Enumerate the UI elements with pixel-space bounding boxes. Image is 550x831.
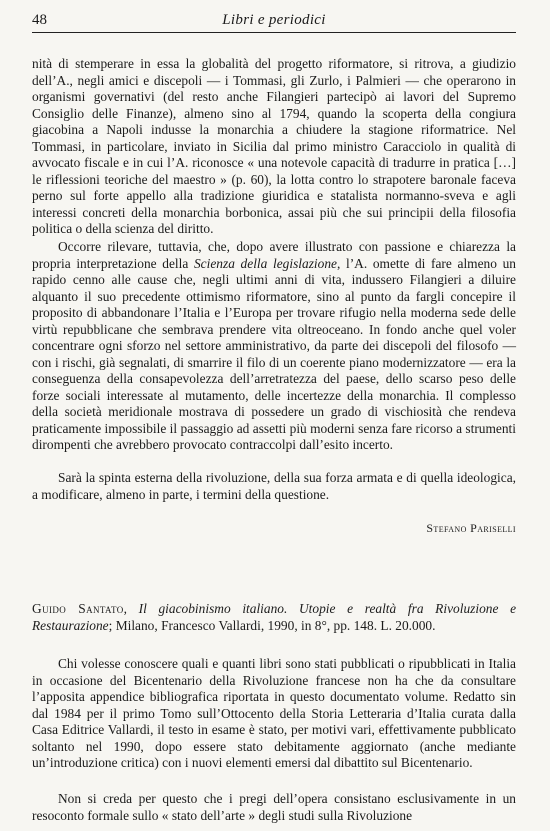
review-book-details: ; Milano, Francesco Vallardi, 1990, in 8°, pp. 148. L. 20.000.: [108, 617, 436, 633]
paragraph-1-text: nità di stemperare in essa la globalità del progetto riformatore, si ritrova, a giudizio dell’A., negli amici e discepoli — i Tommasi, gli Zurlo, i Palmieri — che operarono in organismi governativi (del resto anche Filangieri partecipò ai lavori del Supremo Consiglio delle Finanze), almeno sino al 1794, quando la scoperta della congiura giacobina a Napoli indusse la monarchia a chiudere la stagione riformatrice. Nel Tommasi, in particolare, inviato in Sicilia dal primo ministro Caracciolo in qualità di avvocato fiscale e in cui l’A. riconosce « una notevole capacità di tradurre in pratica […] le riflessioni teoriche del maestro » (p. 60), la lotta contro lo strapotere baronale faceva perno sul forte appello alla tradizione giuridica e statalista normanno-sveva e agli interessi concreti della monarchia borbonica, assai più che sui principii della filosofia politica o della scienza del diritto.: [32, 56, 516, 236]
paragraph-3-text: Sarà la spinta esterna della rivoluzione, della sua forza armata e di quella ideologica, a modificare, almeno in parte, i termini della questione.: [32, 470, 516, 502]
review-paragraph-1-text: Chi volesse conoscere quali e quanti libri sono stati pubblicati o ripubblicati in Italia in occasione del Bicentenario della Rivoluzione francese non ha che da consultare l’apposita appendice bibliografica riportata in questo documentato volume. Redatto sin dal 1984 per il primo Tomo sull’Ottocento della Storia Letteraria d’Italia curata dalla Casa Editrice Vallardi, il testo in esame è stato, per motivi vari, effettivamente pubblicato soltanto nel 1990, dopo essere stato debitamente aggiornato (anche mediante un’introduzione critica) con i nuovi elementi emersi dal dibattito sul Bicentenario.: [32, 656, 516, 770]
paragraph-2-text: [32, 239, 516, 454]
page-number: 48: [32, 12, 47, 28]
page-header: [32, 10, 516, 33]
review-paragraph-2: [32, 791, 516, 824]
paragraph-2-italic-title: Scienza della legislazione: [193, 255, 337, 271]
review-paragraph-1: [32, 656, 516, 772]
paragraph-2-before: Occorre rilevare, tuttavia, che, dopo avere illustrato con passione e chiarezza la propria interpretazione della: [32, 239, 516, 271]
paragraph-3: [32, 470, 516, 503]
review-author: Guido Santato: [32, 601, 124, 616]
paragraph-1: [32, 56, 516, 238]
running-title: Libri e periodici: [222, 12, 326, 28]
paragraph-2: [32, 239, 516, 454]
review-book-title: Il giacobinismo italiano. Utopie e realtà fra Rivoluzione e Restaurazione: [32, 601, 517, 633]
author-signature: Stefano Pariselli: [426, 521, 516, 535]
review-citation: Guido Santato, Il giacobinismo italiano. Utopie e realtà fra Rivoluzione e Restaurazione; Milano, Francesco Vallardi, 1990, in 8°, pp. 148. L. 20.000.: [32, 601, 517, 633]
review-paragraph-2-text: Non si creda per questo che i pregi dell’opera consistano esclusivamente in un resoconto formale sullo « stato dell’arte » degli studi sulla Rivoluzione: [32, 791, 516, 823]
paragraph-2-after: , l’A. omette di fare almeno un rapido cenno alle cause che, negli ultimi anni di vita, indussero Filangieri a diluire alquanto il suo precedente ottimismo riformatore, sino al punto da fargli concepire il proposito di abbandonare l’Italia e l’Europa per trovare rifugio nella moderna sede delle virtù repubblicane che sembrava prendere vita oltreoceano. In fondo anche quel voler concentrare ogni sforzo nel settore amministrativo, da parte dei discepoli del filosofo — con i rischi, già segnalati, di smarrire il filo di un coerente piano modernizzatore — era la conseguenza della consapevolezza dell’arretratezza del paese, dello scarso peso delle forze sociali interessate al mutamento, delle incertezze della monarchia. Il complesso della società meridionale mostrava di possedere un grado di vischiosità che rendeva praticamente impossibile il passaggio ad assetti più moderni senza fare ricorso a strumenti dirompenti che avrebbero provocato contraccolpi dall’esito incerto.: [32, 255, 516, 452]
